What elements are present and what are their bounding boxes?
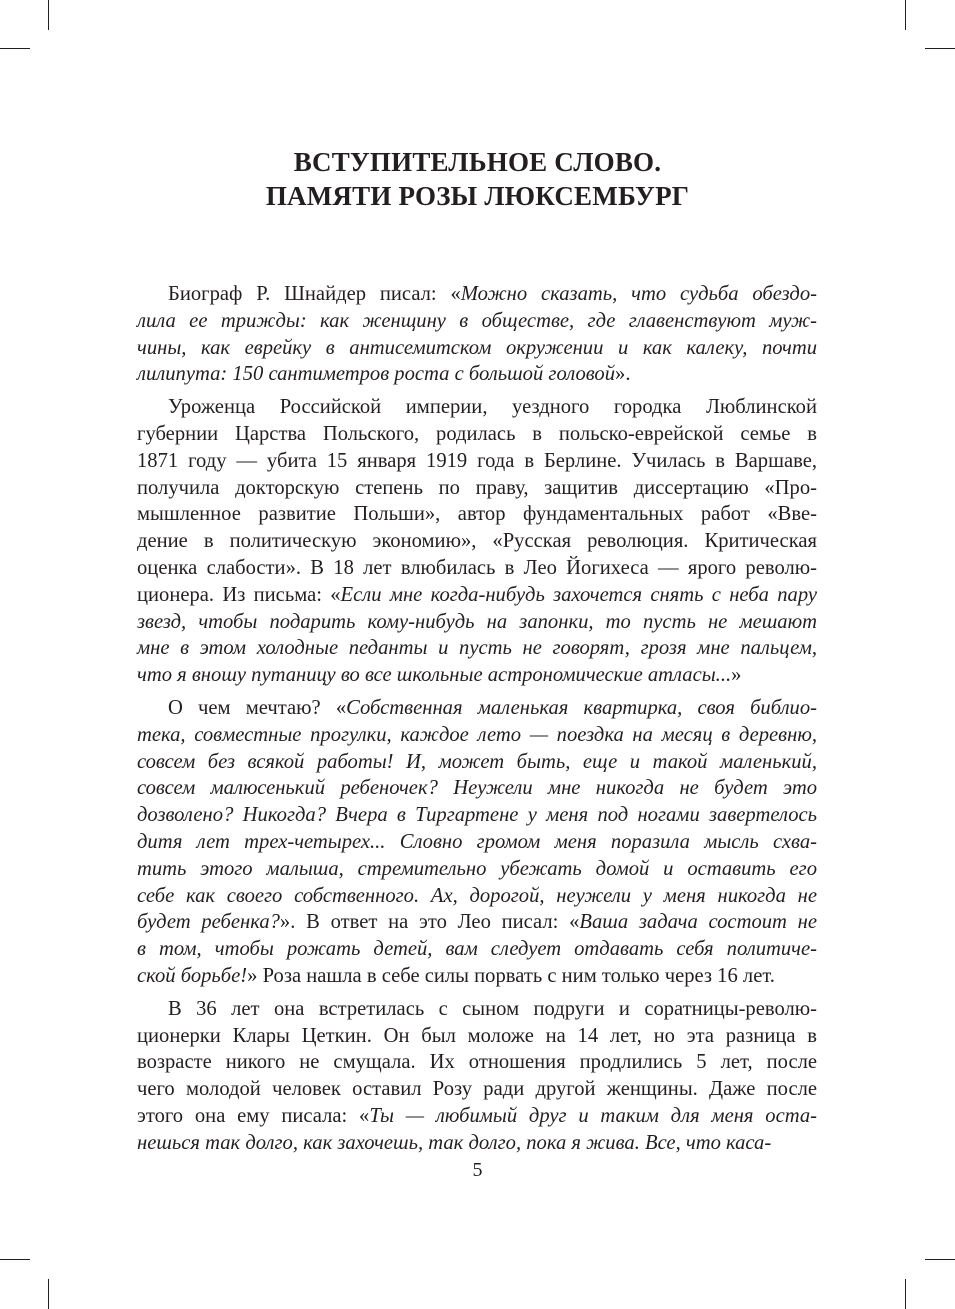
text-line bbox=[137, 856, 817, 883]
text-line bbox=[137, 749, 817, 776]
italic-segment: ской борьбе! bbox=[137, 964, 248, 987]
text-line bbox=[137, 1049, 817, 1076]
italic-segment: дитя лет трех-четырех... Словно громом меня поразила мысль схва- bbox=[137, 830, 817, 853]
text-segment: ». bbox=[615, 363, 631, 386]
text-line bbox=[137, 662, 817, 689]
italic-segment: себе как своего собственного. Ах, дорогой, неужели у меня никогда не bbox=[137, 884, 817, 907]
chapter-title-line-1: ВСТУПИТЕЛЬНОЕ СЛОВО. bbox=[293, 147, 662, 177]
italic-segment: Если мне когда-нибудь захочется снять с неба пару bbox=[340, 583, 817, 606]
paragraph bbox=[137, 394, 817, 689]
text-line bbox=[137, 883, 817, 910]
text-segment: получила докторскую степень по праву, защитив диссертацию «Про- bbox=[137, 476, 817, 499]
italic-segment: тить этого малыша, стремительно убежать домой и оставить его bbox=[137, 857, 817, 880]
text-line bbox=[137, 501, 817, 528]
crop-mark-top-left bbox=[48, 0, 49, 30]
crop-mark-bottom-right bbox=[905, 1279, 906, 1309]
text-line bbox=[137, 335, 817, 362]
text-line bbox=[137, 582, 817, 609]
text-line bbox=[137, 528, 817, 555]
text-line bbox=[137, 936, 817, 963]
italic-segment: дозволено? Никогда? Вчера в Тиргартене у меня под ногами завертелось bbox=[137, 804, 817, 827]
text-segment: дение в политическую экономию», «Русская революция. Критическая bbox=[137, 530, 817, 553]
text-line bbox=[137, 475, 817, 502]
text-segment: В 36 лет она встретилась с сыном подруги и соратницы-револю- bbox=[168, 997, 817, 1020]
text-segment: Уроженца Российской империи, уездного городка Люблинской bbox=[168, 396, 817, 419]
chapter-title bbox=[0, 145, 955, 213]
italic-segment: тека, совместные прогулки, каждое лето — поездка на месяц в деревню, bbox=[137, 723, 817, 746]
italic-segment: что я вношу путаницу во все школьные астрономические атласы... bbox=[137, 664, 732, 687]
crop-mark-right-bottom bbox=[925, 1259, 955, 1260]
text-segment: чего молодой человек оставил Розу ради другой женщины. Даже после bbox=[137, 1078, 817, 1101]
text-line bbox=[137, 555, 817, 582]
italic-segment: Ты — любимый друг и таким для меня оста- bbox=[369, 1104, 817, 1127]
text-segment: губернии Царства Польского, родилась в польско-еврейской семье в bbox=[137, 422, 817, 445]
text-segment: 1871 году — убита 15 января 1919 года в Берлине. Училась в Варшаве, bbox=[137, 449, 817, 472]
chapter-title-line-2: ПАМЯТИ РОЗЫ ЛЮКСЕМБУРГ bbox=[265, 181, 690, 211]
page-number: 5 bbox=[472, 1159, 483, 1181]
crop-mark-left-bottom bbox=[0, 1259, 30, 1260]
italic-segment: нешься так долго, как захочешь, так долго, пока я жива. Все, что каса- bbox=[137, 1131, 772, 1154]
text-segment: » Роза нашла в себе силы порвать с ним только через 16 лет. bbox=[247, 964, 775, 987]
italic-segment: лила ее трижды: как женщину в обществе, где главенствуют муж- bbox=[137, 309, 817, 332]
crop-mark-bottom-left bbox=[48, 1279, 49, 1309]
text-line bbox=[137, 1023, 817, 1050]
text-line bbox=[137, 775, 817, 802]
italic-segment: чины, как еврейку в антисемитском окружении и как калеку, почти bbox=[137, 336, 817, 359]
paragraph bbox=[137, 281, 817, 388]
text-line bbox=[137, 1076, 817, 1103]
text-line bbox=[137, 722, 817, 749]
text-line bbox=[137, 394, 817, 421]
crop-mark-top-right bbox=[905, 0, 906, 30]
text-line bbox=[137, 308, 817, 335]
text-line bbox=[137, 1103, 817, 1130]
italic-segment: мне в этом холодные педанты и пусть не говорят, грозя мне пальцем, bbox=[137, 637, 817, 660]
italic-segment: совсем малюсенький ребеночек? Неужели мне никогда не будет это bbox=[137, 777, 817, 800]
crop-mark-left-top bbox=[0, 48, 30, 49]
italic-segment: Можно сказать, что судьба обездо- bbox=[460, 283, 817, 305]
text-segment: » bbox=[731, 664, 742, 687]
text-segment: ционера. Из письма: « bbox=[137, 583, 341, 606]
italic-segment: Собственная маленькая квартирка, своя библио- bbox=[346, 696, 818, 719]
crop-mark-right-top bbox=[925, 48, 955, 49]
text-segment: этого она ему писала: « bbox=[137, 1104, 370, 1127]
text-line bbox=[137, 1130, 817, 1157]
text-line bbox=[137, 448, 817, 475]
text-segment: оценка слабости». В 18 лет влюбилась в Лео Йогихеса — ярого револю- bbox=[137, 556, 817, 579]
paragraph bbox=[137, 695, 817, 990]
italic-segment: лилипута: 150 сантиметров роста с большой головой bbox=[137, 363, 616, 386]
italic-segment: звезд, чтобы подарить кому-нибудь на запонки, то пусть не мешают bbox=[137, 610, 817, 633]
italic-segment: в том, чтобы рожать детей, вам следует отдавать себя политиче- bbox=[137, 938, 817, 961]
text-segment: ционерки Клары Цеткин. Он был моложе на 14 лет, но эта разница в bbox=[137, 1024, 817, 1047]
italic-segment: Ваша задача состоит не bbox=[579, 911, 818, 934]
body-text bbox=[137, 281, 817, 1163]
text-line bbox=[137, 963, 817, 990]
text-segment: возрасте никого не смущала. Их отношения продлились 5 лет, после bbox=[137, 1051, 817, 1074]
text-segment: мышленное развитие Польши», автор фундаментальных работ «Вве- bbox=[137, 503, 817, 526]
text-line bbox=[137, 635, 817, 662]
text-line bbox=[137, 802, 817, 829]
text-line bbox=[137, 695, 817, 722]
text-line bbox=[137, 996, 817, 1023]
text-line bbox=[137, 281, 817, 308]
text-line bbox=[137, 361, 817, 388]
text-line bbox=[137, 609, 817, 636]
paragraph bbox=[137, 996, 817, 1157]
italic-segment: будет ребенка? bbox=[137, 911, 280, 934]
text-segment: Биограф Р. Шнайдер писал: « bbox=[168, 283, 461, 305]
text-line bbox=[137, 909, 817, 936]
italic-segment: совсем без всякой работы! И, может быть, еще и такой маленький, bbox=[137, 750, 817, 773]
text-line bbox=[137, 829, 817, 856]
text-segment: О чем мечтаю? « bbox=[168, 696, 347, 719]
text-line bbox=[137, 421, 817, 448]
text-segment: ». В ответ на это Лео писал: « bbox=[279, 911, 580, 934]
